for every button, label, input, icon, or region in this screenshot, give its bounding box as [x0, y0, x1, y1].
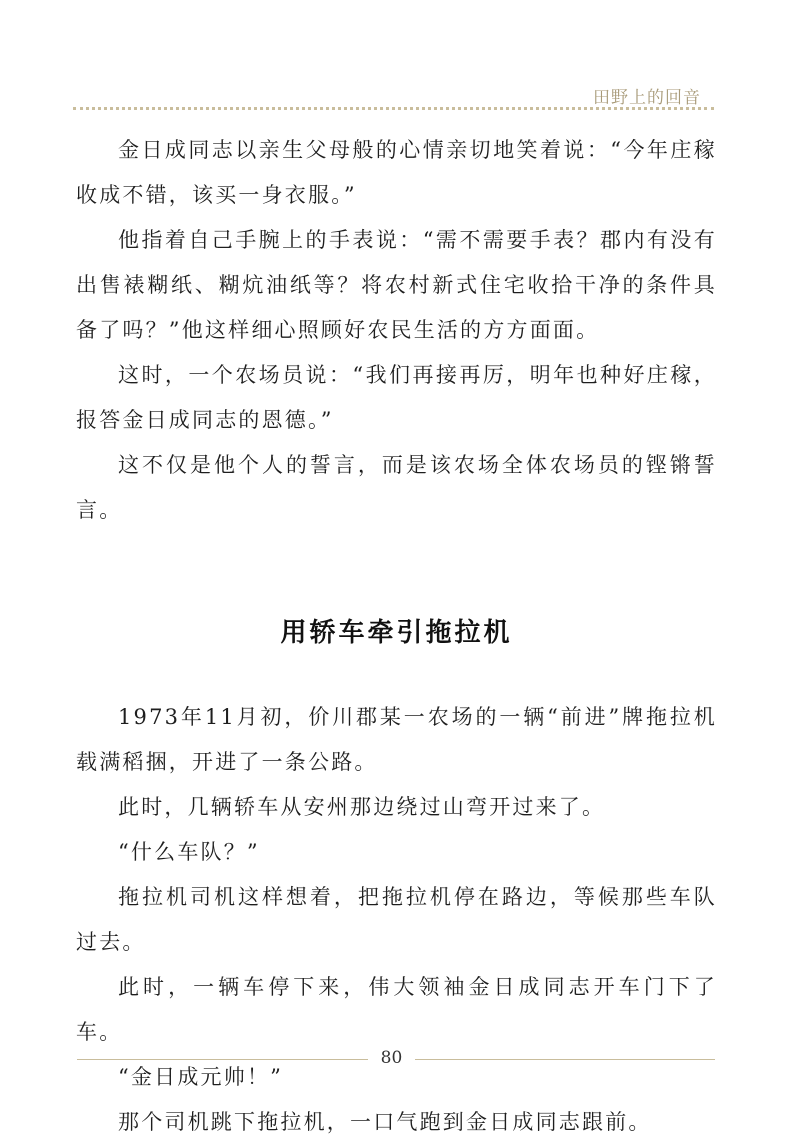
body-paragraph: 1973年11月初，价川郡某一农场的一辆“前进”牌拖拉机载满稻捆，开进了一条公路。	[76, 705, 717, 774]
body-paragraph: “金日成元帅！”	[118, 1065, 284, 1089]
body-paragraph: “什么车队？”	[118, 840, 260, 864]
header-dotted-rule	[73, 107, 714, 110]
body-paragraph: 这时，一个农场员说：“我们再接再厉，明年也种好庄稼，报答金日成同志的恩德。”	[76, 363, 717, 432]
body-paragraph: 金日成同志以亲生父母般的心情亲切地笑着说：“今年庄稼收成不错，该买一身衣服。”	[76, 138, 717, 207]
body-paragraph: 那个司机跳下拖拉机，一口气跑到金日成同志跟前。	[118, 1110, 652, 1134]
body-paragraph: 这不仅是他个人的誓言，而是该农场全体农场员的铿锵誓言。	[76, 453, 717, 522]
body-paragraph: 此时，几辆轿车从安州那边绕过山弯开过来了。	[118, 795, 606, 819]
page-number: 80	[380, 1048, 403, 1068]
running-head-title: 田野上的回音	[593, 88, 701, 108]
body-paragraph: 此时，一辆车停下来，伟大领袖金日成同志开车门下了车。	[76, 975, 717, 1044]
footer-rule-right	[415, 1059, 715, 1060]
footer-rule-left	[77, 1059, 368, 1060]
body-paragraph: 拖拉机司机这样想着，把拖拉机停在路边，等候那些车队过去。	[76, 885, 717, 954]
body-paragraph: 他指着自己手腕上的手表说：“需不需要手表？郡内有没有出售裱糊纸、糊炕油纸等？将农村新式住宅收拾干净的条件具备了吗？”他这样细心照顾好农民生活的方方面面。	[76, 228, 717, 342]
section-title: 用轿车牵引拖拉机	[280, 618, 513, 648]
page-body	[76, 128, 717, 1145]
